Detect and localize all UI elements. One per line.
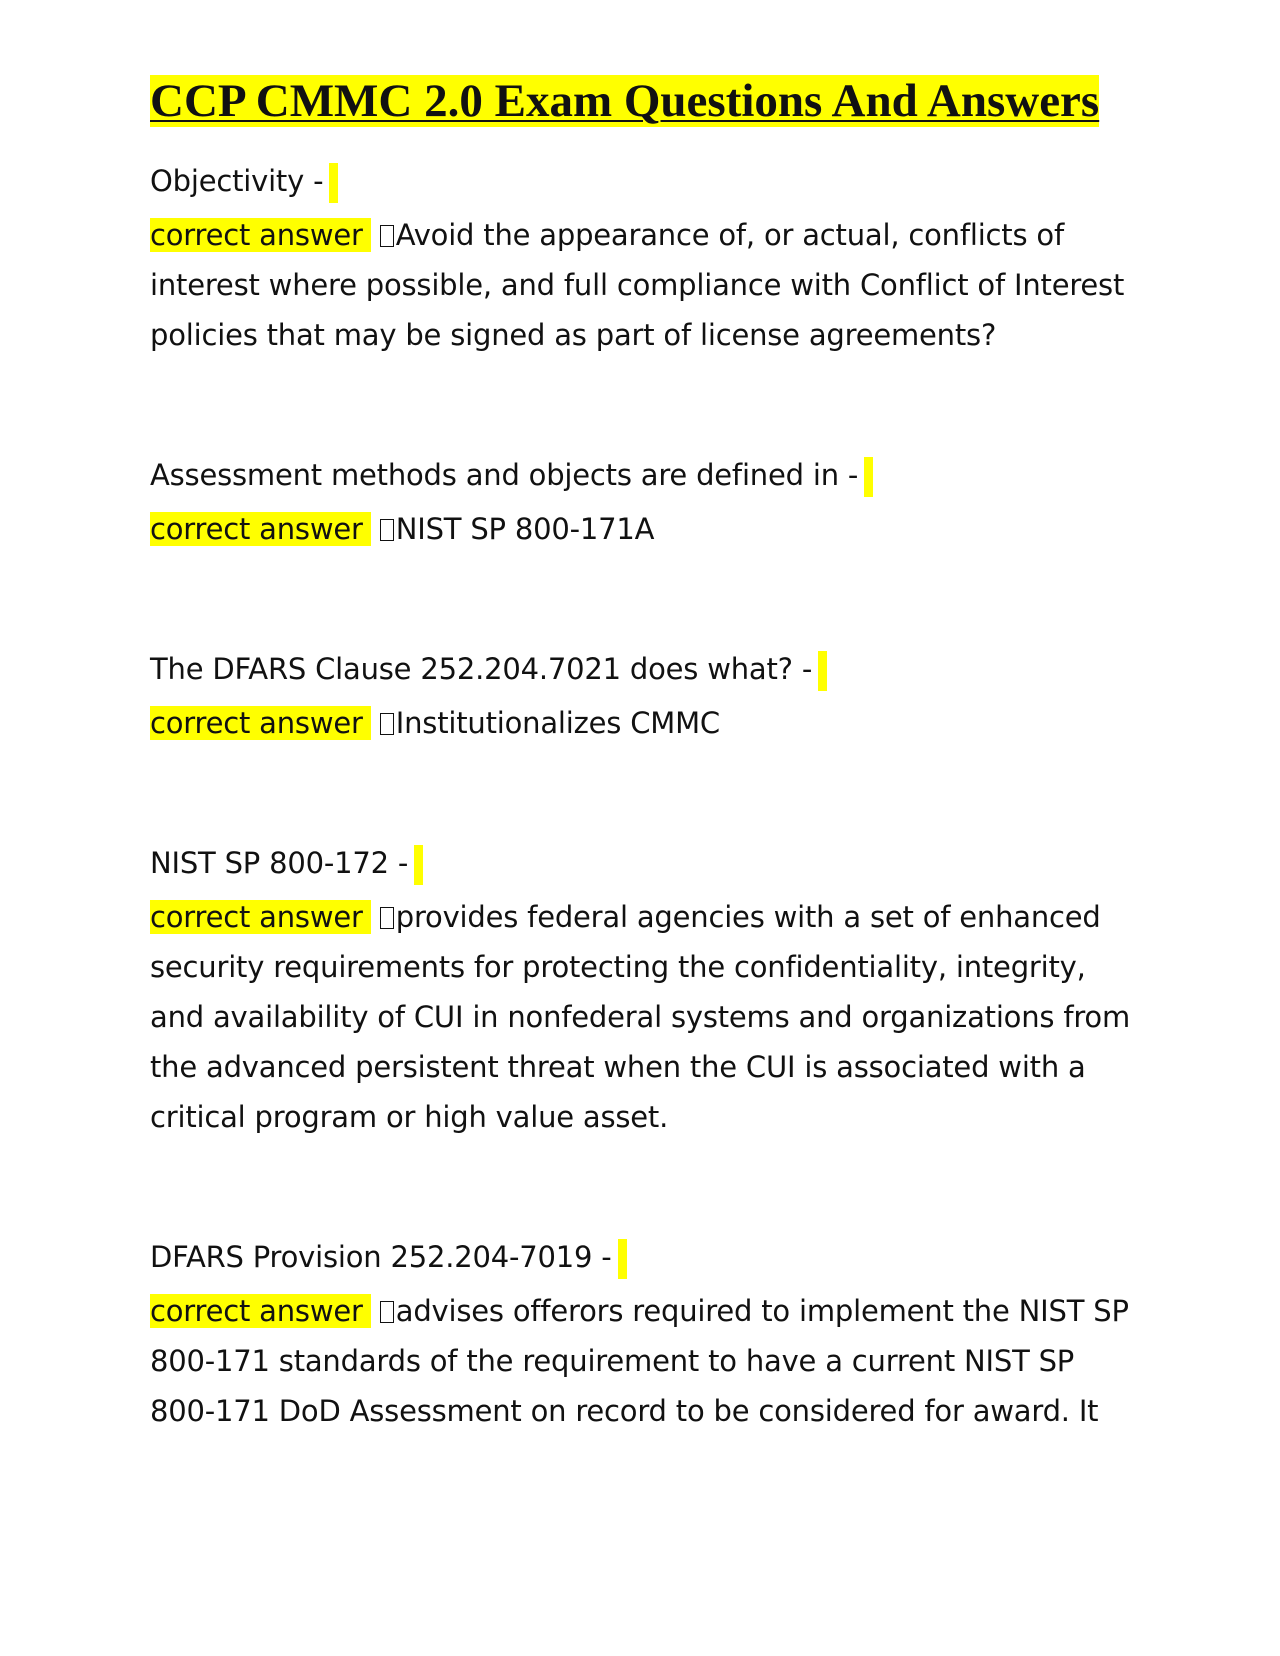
qa-item (150, 156, 1140, 360)
highlight-marker (329, 163, 338, 203)
qa-item (150, 838, 1140, 1142)
question-text: Assessment methods and objects are defined in - (150, 458, 859, 492)
missing-glyph-icon (380, 225, 394, 247)
answer-text: Avoid the appearance of, or actual, conflicts of interest where possible, and full compliance with Conflict of Interest policies that may be signed as part of license agreements? (150, 218, 1125, 352)
answer-label: correct answer (150, 900, 371, 934)
document-page (150, 72, 1140, 1436)
answer (150, 210, 1140, 360)
question (150, 1232, 1140, 1282)
question-text: NIST SP 800-172 - (150, 846, 409, 880)
qa-item (150, 450, 1140, 554)
highlight-marker (618, 1239, 627, 1279)
highlight-marker (864, 457, 873, 497)
question (150, 450, 1140, 500)
highlight-marker (414, 845, 423, 885)
question-text: Objectivity - (150, 164, 324, 198)
question-text: DFARS Provision 252.204-7019 - (150, 1240, 612, 1274)
answer-label: correct answer (150, 512, 371, 546)
answer-label: correct answer (150, 218, 371, 252)
missing-glyph-icon (380, 519, 394, 541)
qa-item (150, 1232, 1140, 1436)
question-text: The DFARS Clause 252.204.7021 does what? - (150, 652, 813, 686)
question (150, 156, 1140, 206)
answer (150, 1286, 1140, 1436)
missing-glyph-icon (380, 713, 394, 735)
answer-label: correct answer (150, 1294, 371, 1328)
question (150, 644, 1140, 694)
answer (150, 892, 1140, 1142)
answer-text: advises offerors required to implement the NIST SP 800-171 standards of the requirement to have a current NIST SP 800-171 DoD Assessment on record to be considered for award. It (150, 1294, 1129, 1428)
qa-item (150, 644, 1140, 748)
answer (150, 698, 1140, 748)
document-title (150, 72, 1140, 130)
highlight-marker (818, 651, 827, 691)
answer (150, 504, 1140, 554)
question (150, 838, 1140, 888)
answer-text: NIST SP 800-171A (395, 512, 655, 546)
answer-label: correct answer (150, 706, 371, 740)
missing-glyph-icon (380, 1301, 394, 1323)
answer-text: provides federal agencies with a set of enhanced security requirements for protecting the confidentiality, integrity, and availability of CUI in nonfederal systems and organizations from the advanced persistent threat when the CUI is associated with a critical program or high value asset. (150, 900, 1131, 1134)
answer-text: Institutionalizes CMMC (395, 706, 720, 740)
missing-glyph-icon (380, 907, 394, 929)
document-title-text: CCP CMMC 2.0 Exam Questions And Answers (150, 75, 1100, 127)
